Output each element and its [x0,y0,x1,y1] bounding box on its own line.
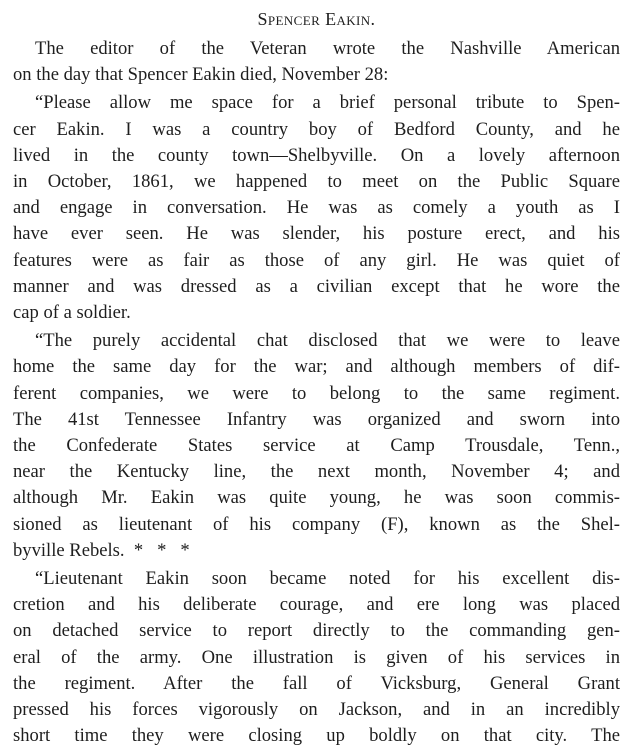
text-line: near the Kentucky line, the next month, November 4; and [13,461,620,483]
text-line: the Confederate States service at Camp Trousdale, Tenn., [13,435,620,457]
text-line: home the same day for the war; and although members of dif- [13,356,620,378]
text-line: pressed his forces vigorously on Jackson, and in an incredibly [13,699,620,721]
paragraph-4 [13,566,620,749]
text-line: cretion and his deliberate courage, and ere long was placed [13,594,620,616]
text-line: eral of the army. One illustration is given of his services in [13,646,620,668]
paragraph-3 [13,328,620,564]
paragraph-2 [13,90,620,326]
article-title: Spencer Eakin. [257,9,376,29]
text-line: have ever seen. He was slender, his posture erect, and his [13,223,620,245]
paragraph-1 [13,36,620,88]
text-line: features were as fair as those of any girl. He was quiet of [13,249,620,271]
text-line: in October, 1861, we happened to meet on the Public Square [13,171,620,193]
document-page [13,8,620,751]
text-line: lived in the county town—Shelbyville. On a lovely afternoon [13,144,620,166]
text-line: on the day that Spencer Eakin died, November 28: [13,64,389,86]
text-line: “Please allow me space for a brief personal tribute to Spen- [35,92,620,114]
text-line: byville Rebels. * * * [13,539,190,561]
text-line: the regiment. After the fall of Vicksburg, General Grant [13,672,620,694]
text-line: “Lieutenant Eakin soon became noted for his excellent dis- [35,568,620,590]
text-line: on detached service to report directly to the commanding gen- [13,620,620,642]
text-line: manner and was dressed as a civilian except that he wore the [13,275,620,297]
text-line: although Mr. Eakin was quite young, he was soon commis- [13,487,620,509]
text-line: cap of a soldier. [13,302,131,324]
text-line: The 41st Tennessee Infantry was organized and sworn into [13,408,620,430]
text-line: and engage in conversation. He was as comely a youth as I [13,197,620,219]
text-line: cer Eakin. I was a country boy of Bedford County, and he [13,118,620,140]
text-line: sioned as lieutenant of his company (F), known as the Shel- [13,513,620,535]
text-line: ferent companies, we were to belong to the same regiment. [13,382,620,404]
text-line: The editor of the Veteran wrote the Nashville American [35,38,620,59]
text-line: “The purely accidental chat disclosed that we were to leave [35,330,620,352]
text-line: short time they were closing up boldly on that city. The [13,725,620,747]
